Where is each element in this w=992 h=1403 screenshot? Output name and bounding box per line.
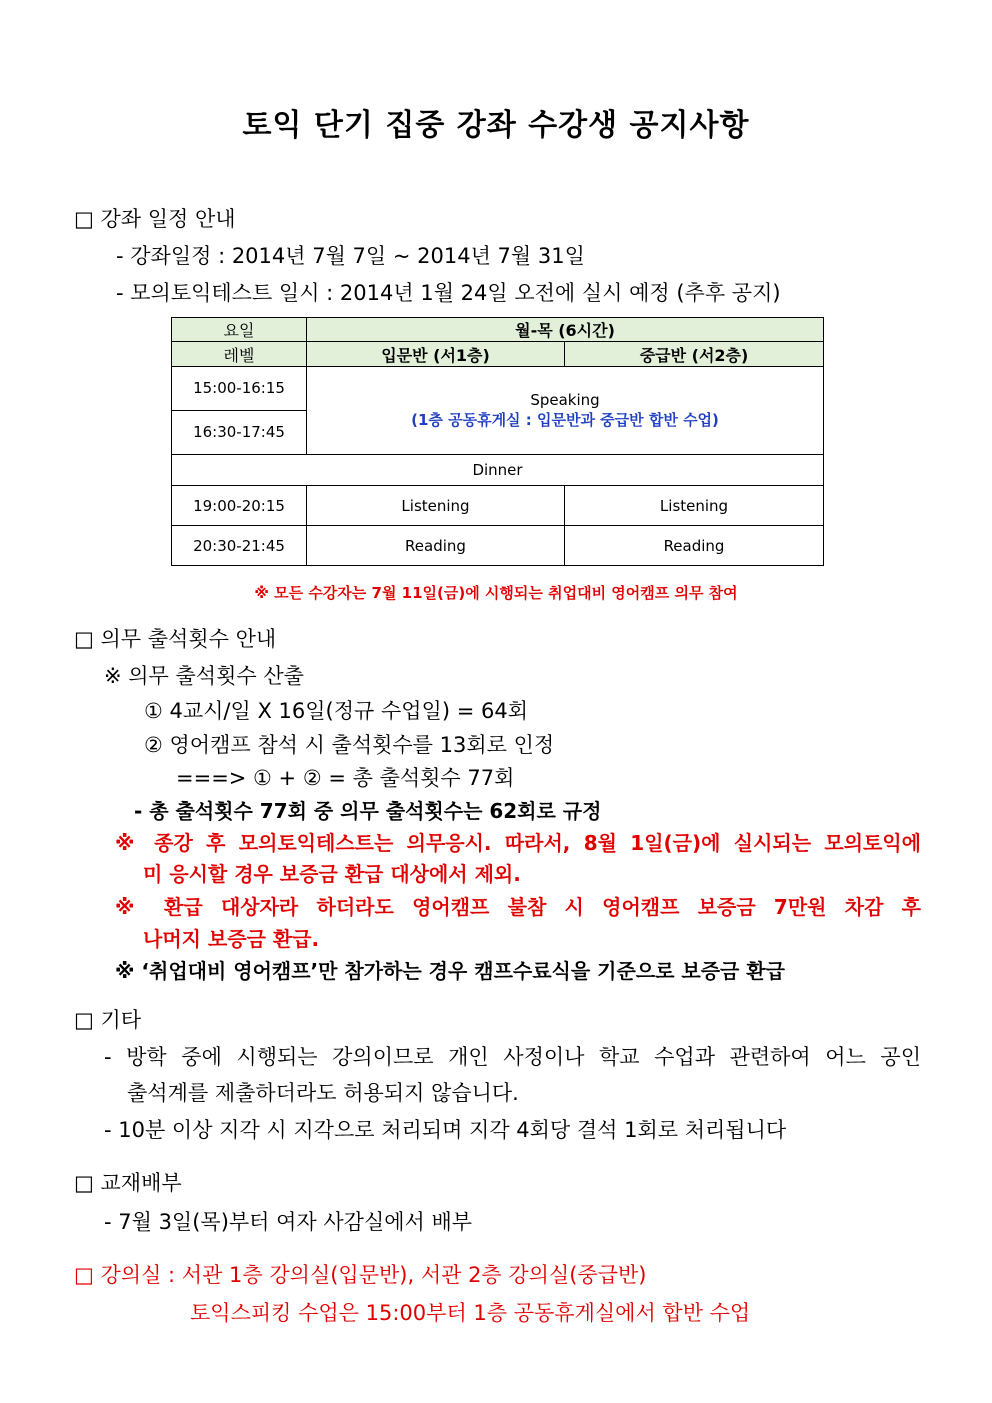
- attendance-item-2: ② 영어캠프 참석 시 출석횟수를 13회로 인정: [144, 733, 555, 757]
- beginner-cell: Reading: [307, 526, 565, 566]
- page-title: 토익 단기 집중 강좌 수강생 공지사항: [242, 108, 750, 143]
- attendance-total: ===> ① + ② = 총 출석횟수 77회: [176, 766, 515, 790]
- camp-note: ※ 모든 수강자는 7월 11일(금)에 시행되는 취업대비 영어캠프 의무 참여: [254, 584, 738, 602]
- etc-item-1: - 방학 중에 시행되는 강의이므로 개인 사정이나 학교 수업과 관련하여 어느 공인: [104, 1045, 921, 1069]
- intermediate-cell: Listening: [565, 486, 824, 526]
- level-beginner: 입문반 (서1층): [307, 342, 565, 366]
- warning-mock-test-cont: 미 응시할 경우 보증금 환급 대상에서 제외.: [143, 862, 521, 886]
- time-cell: 15:00-16:15: [172, 366, 307, 410]
- warning-mock-test: ※ 종강 후 모의토익테스트는 의무응시. 따라서, 8월 1일(금)에 실시되는 모의토익에: [115, 831, 921, 855]
- intermediate-cell: Reading: [565, 526, 824, 566]
- schedule-period: - 강좌일정 : 2014년 7월 7일 ~ 2014년 7월 31일: [116, 244, 585, 268]
- warning-camp-deduct-cont: 나머지 보증금 환급.: [143, 927, 320, 951]
- classroom-line-1: □ 강의실 : 서관 1층 강의실(입문반), 서관 2층 강의실(중급반): [74, 1263, 647, 1287]
- day-label: 요일: [172, 318, 307, 342]
- textbook-heading: □ 교재배부: [74, 1171, 182, 1195]
- level-intermediate: 중급반 (서2층): [565, 342, 824, 366]
- schedule-heading: □ 강좌 일정 안내: [74, 207, 236, 231]
- attendance-calc-heading: ※ 의무 출석횟수 산출: [104, 664, 304, 688]
- beginner-cell: Listening: [307, 486, 565, 526]
- attendance-heading: □ 의무 출석횟수 안내: [74, 627, 277, 651]
- time-cell: 19:00-20:15: [172, 486, 307, 526]
- camp-only-note: ※ ‘취업대비 영어캠프’만 참가하는 경우 캠프수료식을 기준으로 보증금 환급: [115, 959, 785, 983]
- etc-item-1-cont: 출석계를 제출하더라도 허용되지 않습니다.: [127, 1081, 519, 1105]
- time-cell: 16:30-17:45: [172, 410, 307, 454]
- mock-test-date: - 모의토익테스트 일시 : 2014년 1월 24일 오전에 실시 예정 (추후 공지): [116, 281, 781, 305]
- speaking-cell: [307, 366, 824, 454]
- speaking-note: (1층 공동휴게실 : 입문반과 중급반 합반 수업): [411, 410, 719, 429]
- warning-camp-deduct: ※ 환급 대상자라 하더라도 영어캠프 불참 시 영어캠프 보증금 7만원 차감 후: [115, 895, 921, 919]
- day-value: 월-목 (6시간): [307, 318, 824, 342]
- time-cell: 20:30-21:45: [172, 526, 307, 566]
- etc-heading: □ 기타: [74, 1008, 142, 1032]
- textbook-item: - 7월 3일(목)부터 여자 사감실에서 배부: [104, 1210, 473, 1234]
- schedule-table: [171, 317, 824, 566]
- dinner-cell: Dinner: [172, 454, 824, 486]
- attendance-rule: - 총 출석횟수 77회 중 의무 출석횟수는 62회로 규정: [134, 799, 602, 823]
- level-label: 레벨: [172, 342, 307, 366]
- speaking-label: Speaking: [530, 390, 600, 409]
- classroom-line-2: 토익스피킹 수업은 15:00부터 1층 공동휴게실에서 합반 수업: [190, 1301, 751, 1325]
- etc-item-2: - 10분 이상 지각 시 지각으로 처리되며 지각 4회당 결석 1회로 처리됩니다: [104, 1118, 787, 1142]
- attendance-item-1: ① 4교시/일 X 16일(정규 수업일) = 64회: [144, 699, 528, 723]
